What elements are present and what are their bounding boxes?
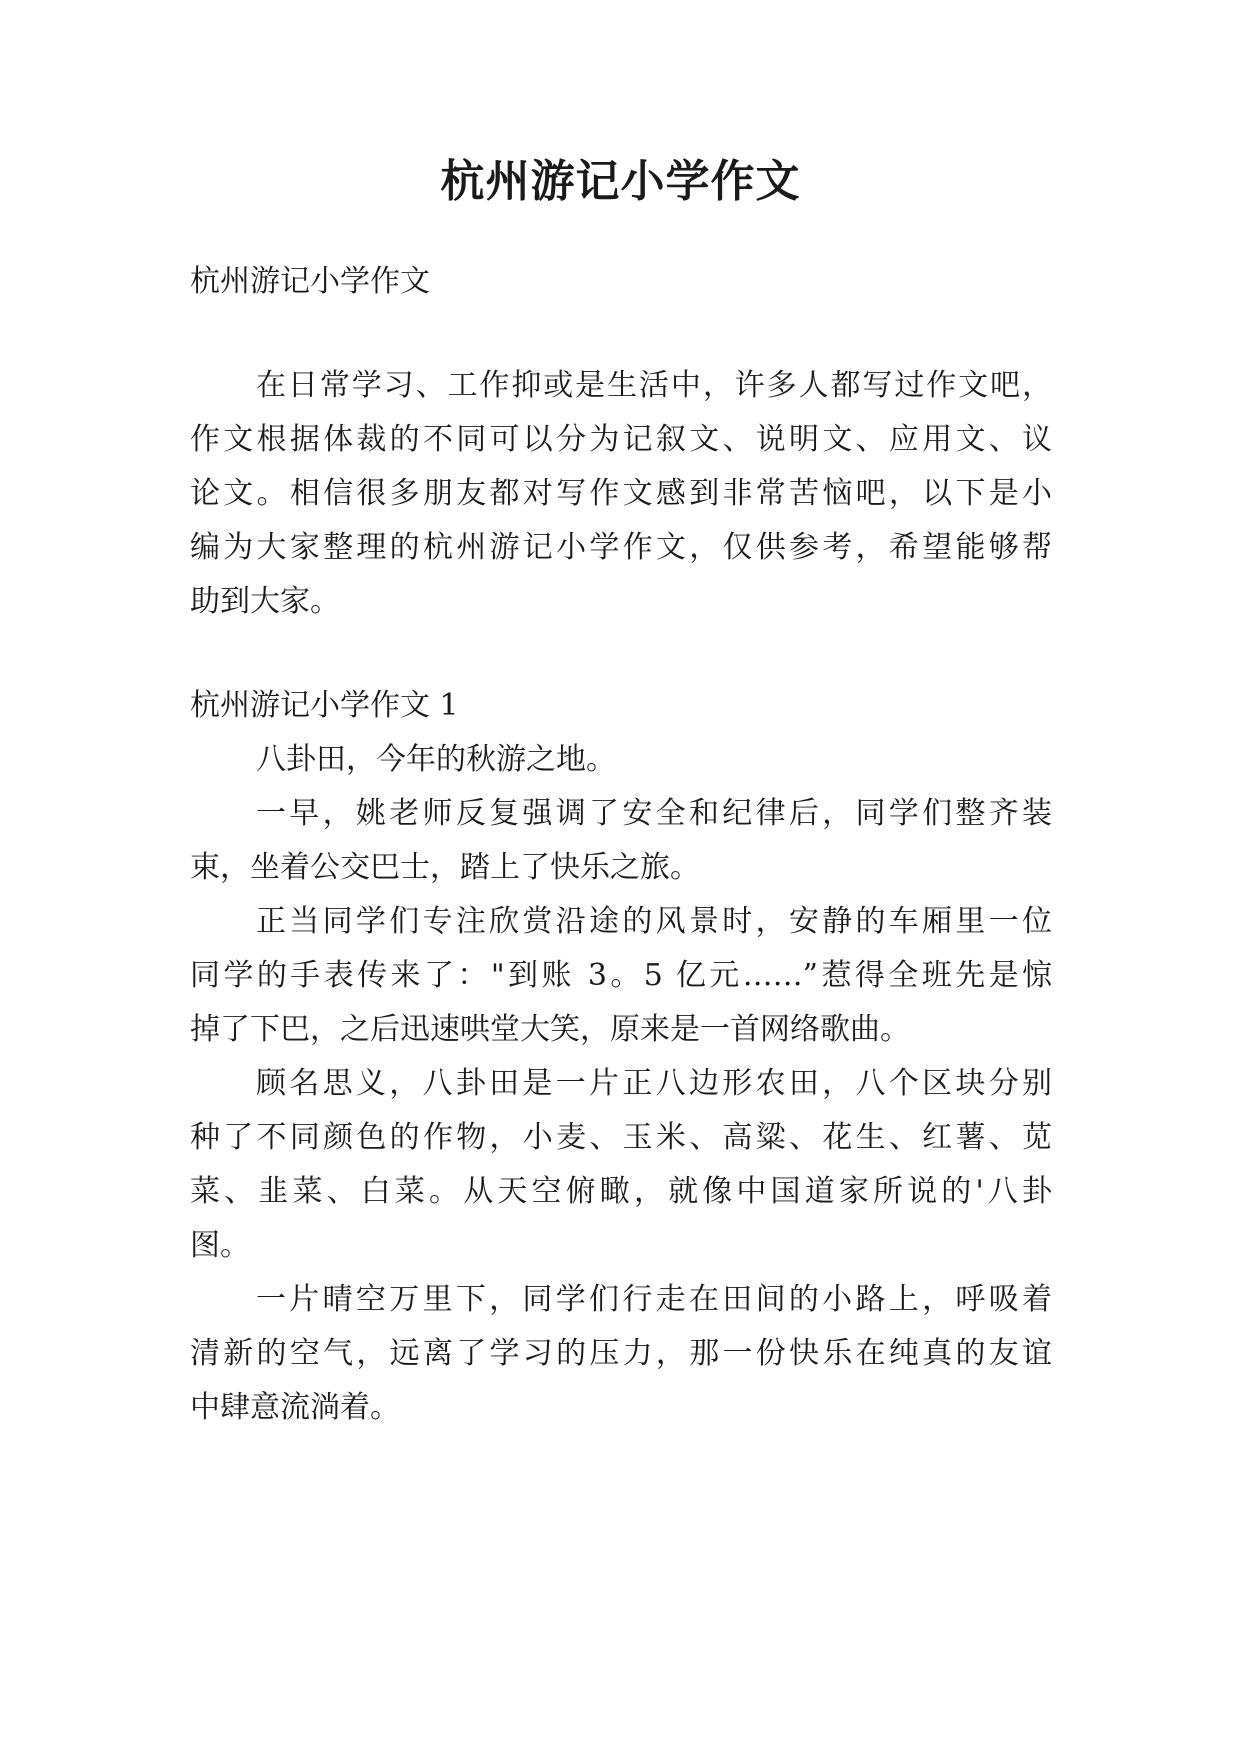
paragraph-line: 束，坐着公交巴士，踏上了快乐之旅。 bbox=[190, 850, 700, 885]
document-subtitle: 杭州游记小学作文 bbox=[190, 264, 430, 299]
paragraph-line: 中肆意流淌着。 bbox=[190, 1390, 400, 1425]
document-title: 杭州游记小学作文 bbox=[440, 156, 801, 207]
paragraph-line: 清新的空气，远离了学习的压力，那一份快乐在纯真的友谊 bbox=[190, 1336, 1052, 1371]
intro-line: 编为大家整理的杭州游记小学作文，仅供参考，希望能够帮 bbox=[190, 530, 1052, 565]
paragraph-line: 图。 bbox=[190, 1228, 250, 1263]
section-heading: 杭州游记小学作文 1 bbox=[190, 688, 459, 723]
paragraph-line: 八卦田，今年的秋游之地。 bbox=[256, 742, 616, 777]
paragraph-line: 顾名思义，八卦田是一片正八边形农田，八个区块分别 bbox=[256, 1066, 1052, 1101]
paragraph-line: 掉了下巴，之后迅速哄堂大笑，原来是一首网络歌曲。 bbox=[190, 1012, 910, 1047]
paragraph-line: 正当同学们专注欣赏沿途的风景时，安静的车厢里一位 bbox=[256, 904, 1052, 939]
intro-line: 助到大家。 bbox=[190, 584, 340, 619]
paragraph-line: 一片晴空万里下，同学们行走在田间的小路上，呼吸着 bbox=[256, 1282, 1052, 1317]
intro-line: 在日常学习、工作抑或是生活中，许多人都写过作文吧， bbox=[256, 368, 1052, 403]
paragraph-line: 同学的手表传来了："到账 3。5 亿元……”惹得全班先是惊 bbox=[190, 958, 1052, 993]
intro-line: 作文根据体裁的不同可以分为记叙文、说明文、应用文、议 bbox=[190, 422, 1052, 457]
paragraph-line: 种了不同颜色的作物，小麦、玉米、高粱、花生、红薯、苋 bbox=[190, 1120, 1052, 1155]
intro-line: 论文。相信很多朋友都对写作文感到非常苦恼吧，以下是小 bbox=[190, 476, 1052, 511]
paragraph-line: 一早，姚老师反复强调了安全和纪律后，同学们整齐装 bbox=[256, 796, 1052, 831]
paragraph-line: 菜、韭菜、白菜。从天空俯瞰，就像中国道家所说的'八卦 bbox=[190, 1174, 1052, 1209]
